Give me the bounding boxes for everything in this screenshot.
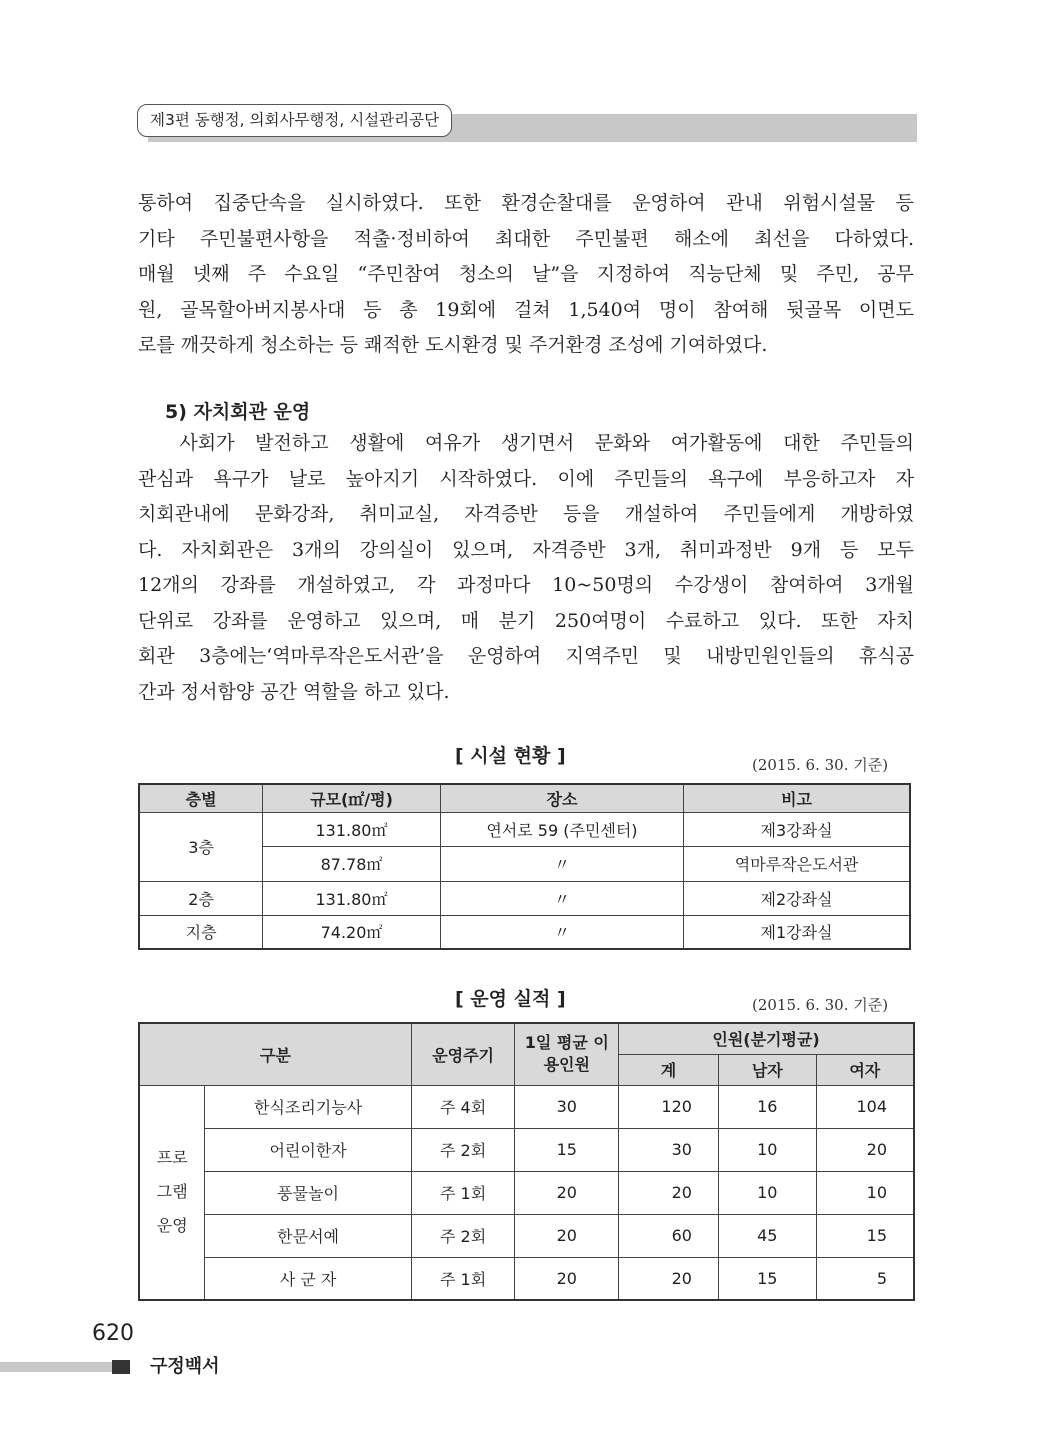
operation-table [138,1022,915,1301]
table-row [139,1214,914,1257]
operation-table-title: [ 운영 실적 ] [455,988,566,1010]
table-cell: 15 [515,1128,619,1171]
table-cell: 10 [816,1171,914,1214]
table-cell: 주 1회 [411,1257,515,1300]
text-line: 통하여 집중단속을 실시하였다. 또한 환경순찰대를 운영하여 관내 위험시설물 등 [138,192,914,214]
table-header-cell: 여자 [816,1054,914,1085]
operation-table-date: (2015. 6. 30. 기준) [752,996,889,1014]
table-cell: 제2강좌실 [684,881,910,915]
footer-marker [112,1360,130,1374]
table-cell: 104 [816,1085,914,1128]
table-header-cell: 1일 평균 이용인원 [515,1023,619,1085]
table-cell: 프로 그램 운영 [139,1085,205,1300]
text-line: 관심과 욕구가 날로 높아지기 시작하였다. 이에 주민들의 욕구에 부응하고자 자 [138,467,914,490]
table-row [139,812,910,846]
table-cell: 3층 [139,812,263,881]
footer-bar [0,1362,112,1372]
table-header-cell: 계 [619,1054,719,1085]
table-row [139,881,910,915]
table-cell: 5 [816,1257,914,1300]
table-cell: 87.78㎡ [263,846,441,881]
text-line: 사회가 발전하고 생활에 여유가 생기면서 문화와 여가활동에 대한 주민들의 [138,432,914,454]
table-header-cell: 구분 [139,1023,411,1085]
text-line: 회관 3층에는‘역마루작은도서관’을 운영하여 지역주민 및 내방민원인들의 휴식공 [138,645,914,667]
table-cell: 30 [619,1128,719,1171]
book-title: 구정백서 [150,1356,220,1377]
table-cell: 10 [718,1171,816,1214]
table-cell: 30 [515,1085,619,1128]
table-cell: 어린이한자 [205,1128,411,1171]
table-cell: 지층 [139,915,263,949]
table-header-row [139,1023,914,1054]
table-cell: 60 [619,1214,719,1257]
table-cell: 〃 [440,915,683,949]
text-line: 다. 자치회관은 3개의 강의실이 있으며, 자격증반 3개, 취미과정반 9개 등 모두 [138,538,914,561]
section-title: 5) 자치회관 운영 [165,401,311,423]
table-cell: 20 [515,1214,619,1257]
table-header-cell: 장소 [440,784,683,812]
table-cell: 한문서예 [205,1214,411,1257]
paragraph-2 [138,426,914,710]
table-cell: 〃 [440,846,683,881]
table-row [139,1171,914,1214]
table-cell: 한식조리기능사 [205,1085,411,1128]
table-cell: 2층 [139,881,263,915]
table-cell: 131.80㎡ [263,812,441,846]
table-header-cell: 남자 [718,1054,816,1085]
table-cell: 주 2회 [411,1214,515,1257]
table-row [139,1257,914,1300]
text-line: 12개의 강좌를 개설하였고, 각 과정마다 10~50명의 수강생이 참여하여 3개월 [138,574,914,596]
page-number: 620 [92,1321,134,1346]
paragraph-1 [138,186,914,364]
table-cell: 120 [619,1085,719,1128]
table-cell: 풍물놀이 [205,1171,411,1214]
facility-table-title: [ 시설 현황 ] [455,745,566,767]
table-row [139,915,910,949]
table-header-cell: 인원(분기평균) [619,1023,914,1054]
table-cell: 131.80㎡ [263,881,441,915]
table-cell: 제1강좌실 [684,915,910,949]
table-cell: 45 [718,1214,816,1257]
table-cell: 20 [816,1128,914,1171]
text-line: 매월 넷째 주 수요일 “주민참여 청소의 날”을 지정하여 직능단체 및 주민, 공무 [138,263,914,285]
text-line: 치회관내에 문화강좌, 취미교실, 자격증반 등을 개설하여 주민들에게 개방하였 [138,503,914,525]
table-cell: 15 [718,1257,816,1300]
table-cell: 사 군 자 [205,1257,411,1300]
table-cell: 10 [718,1128,816,1171]
table-cell: 20 [619,1257,719,1300]
table-cell: 16 [718,1085,816,1128]
facility-table [138,783,911,950]
table-header-cell: 비고 [684,784,910,812]
text-line: 간과 정서함양 공간 역할을 하고 있다. [138,680,450,703]
table-cell: 74.20㎡ [263,915,441,949]
table-header-cell: 운영주기 [411,1023,515,1085]
table-cell: 20 [515,1171,619,1214]
table-cell: 15 [816,1214,914,1257]
facility-table-date: (2015. 6. 30. 기준) [752,756,889,774]
table-cell: 20 [619,1171,719,1214]
table-cell: 역마루작은도서관 [684,846,910,881]
table-cell: 제3강좌실 [684,812,910,846]
text-line: 단위로 강좌를 운영하고 있으며, 매 분기 250여명이 수료하고 있다. 또한 자치 [138,609,914,632]
table-row [139,1128,914,1171]
table-cell: 〃 [440,881,683,915]
table-header-cell: 규모(㎡/평) [263,784,441,812]
table-cell: 연서로 59 (주민센터) [440,812,683,846]
chapter-header: 제3편 동행정, 의회사무행정, 시설관리공단 [137,104,452,137]
text-line: 원, 골목할아버지봉사대 등 총 19회에 걸쳐 1,540여 명이 참여해 뒷골목 이면도 [138,298,914,321]
text-line: 기타 주민불편사항을 적출·정비하여 최대한 주민불편 해소에 최선을 다하였다. [138,227,914,250]
table-cell: 주 4회 [411,1085,515,1128]
table-cell: 주 2회 [411,1128,515,1171]
table-cell: 20 [515,1257,619,1300]
table-header-row [139,784,910,812]
table-row [139,1085,914,1128]
table-cell: 주 1회 [411,1171,515,1214]
table-header-cell: 층별 [139,784,263,812]
text-line: 로를 깨끗하게 청소하는 등 쾌적한 도시환경 및 주거환경 조성에 기여하였다. [138,334,768,356]
